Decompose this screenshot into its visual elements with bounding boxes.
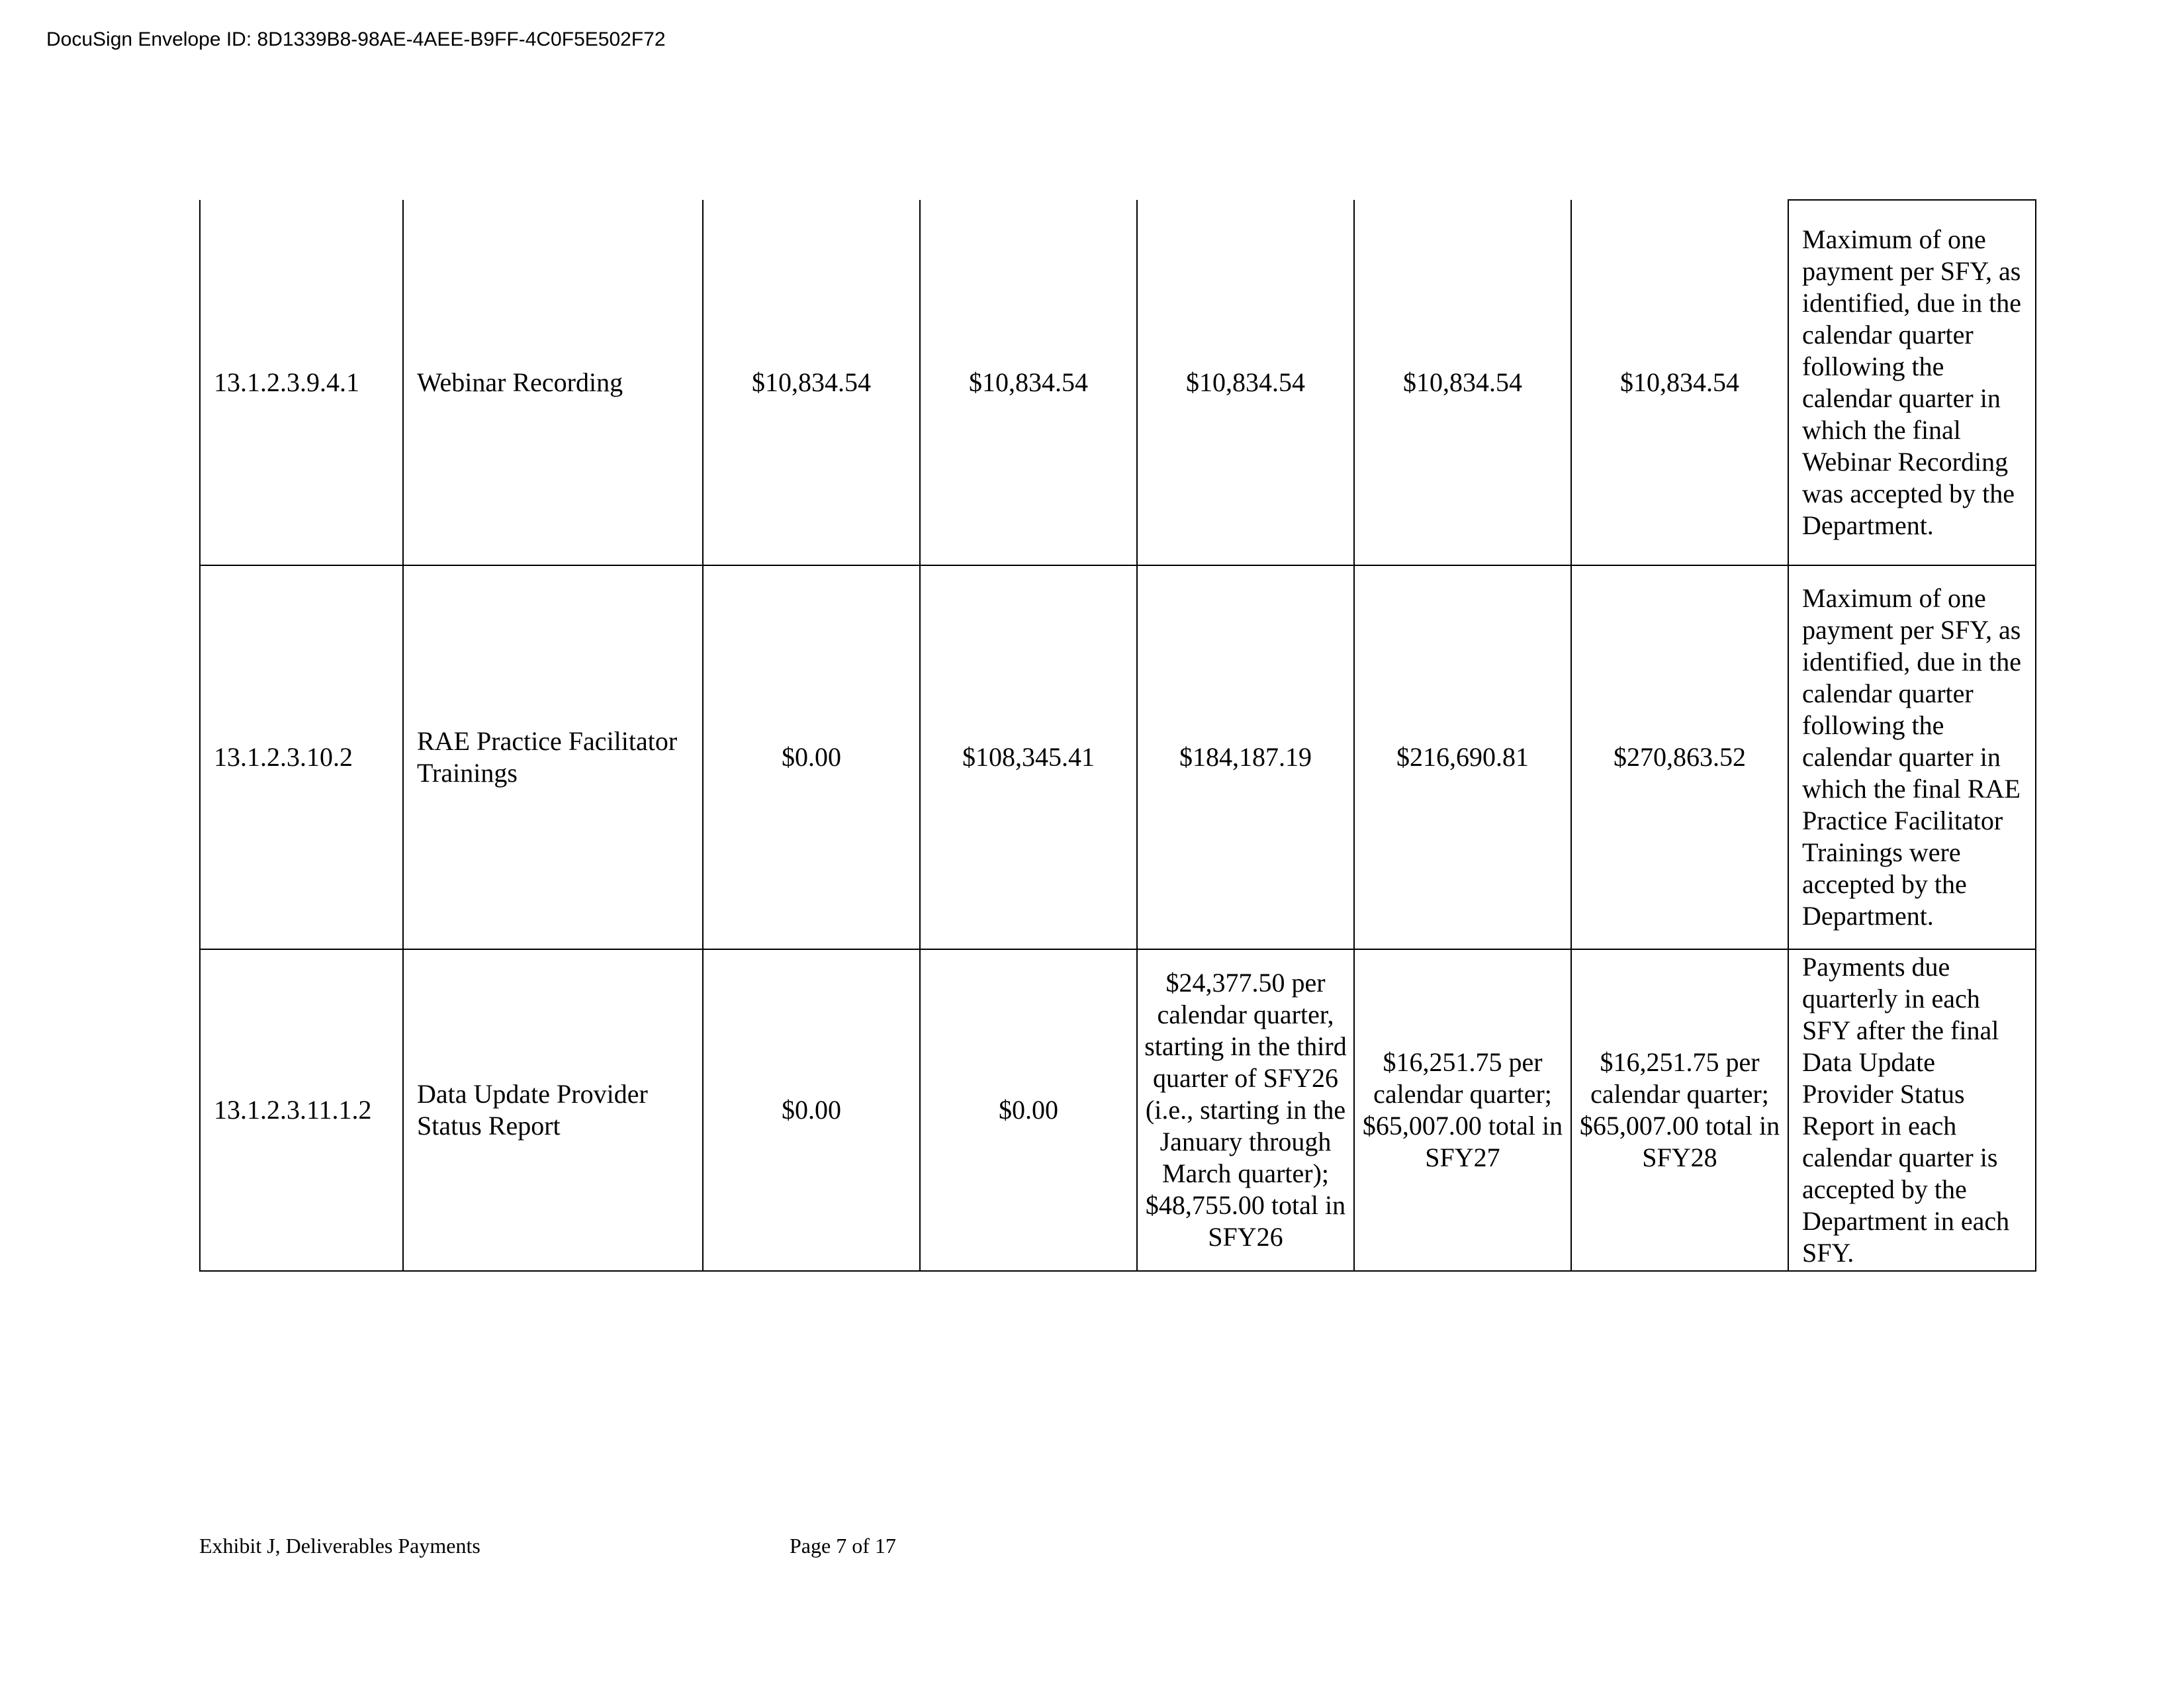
deliverable-name: Data Update Provider Status Report <box>403 949 703 1271</box>
payment-notes: Payments due quarterly in each SFY after the final Data Update Provider Status Report in each calendar quarter is accepted by the Department in each SFY. <box>1788 949 2036 1271</box>
payment-sfy28: $10,834.54 <box>1571 200 1788 565</box>
table-row <box>200 200 2036 565</box>
payment-sfy25: $0.00 <box>920 949 1137 1271</box>
payment-sfy25: $108,345.41 <box>920 565 1137 949</box>
deliverable-id: 13.1.2.3.9.4.1 <box>200 200 403 565</box>
deliverable-name: RAE Practice Facilitator Trainings <box>403 565 703 949</box>
payment-sfy25: $10,834.54 <box>920 200 1137 565</box>
deliverables-payment-table <box>199 199 2036 1272</box>
envelope-id: DocuSign Envelope ID: 8D1339B8-98AE-4AEE-B9FF-4C0F5E502F72 <box>46 28 666 50</box>
payment-sfy28: $270,863.52 <box>1571 565 1788 949</box>
payment-sfy26: $184,187.19 <box>1137 565 1354 949</box>
payment-sfy24: $0.00 <box>703 565 920 949</box>
table-row <box>200 949 2036 1271</box>
payment-sfy26: $10,834.54 <box>1137 200 1354 565</box>
payment-sfy27: $10,834.54 <box>1354 200 1571 565</box>
payment-sfy27: $16,251.75 per calendar quarter; $65,007.00 total in SFY27 <box>1354 949 1571 1271</box>
payment-sfy26: $24,377.50 per calendar quarter, starting in the third quarter of SFY26 (i.e., starting in the January through March quarter); $48,755.00 total in SFY26 <box>1137 949 1354 1271</box>
deliverable-name: Webinar Recording <box>403 200 703 565</box>
deliverable-id: 13.1.2.3.10.2 <box>200 565 403 949</box>
payment-notes: Maximum of one payment per SFY, as identified, due in the calendar quarter following the calendar quarter in which the final RAE Practice Facilitator Trainings were accepted by the Department. <box>1788 565 2036 949</box>
table-row <box>200 565 2036 949</box>
page-number: Page 7 of 17 <box>790 1534 896 1558</box>
payment-notes: Maximum of one payment per SFY, as identified, due in the calendar quarter following the calendar quarter in which the final Webinar Recording was accepted by the Department. <box>1788 200 2036 565</box>
payment-sfy27: $216,690.81 <box>1354 565 1571 949</box>
footer-exhibit-title: Exhibit J, Deliverables Payments <box>199 1534 480 1558</box>
payment-sfy28: $16,251.75 per calendar quarter; $65,007.00 total in SFY28 <box>1571 949 1788 1271</box>
deliverable-id: 13.1.2.3.11.1.2 <box>200 949 403 1271</box>
payment-sfy24: $0.00 <box>703 949 920 1271</box>
payment-sfy24: $10,834.54 <box>703 200 920 565</box>
